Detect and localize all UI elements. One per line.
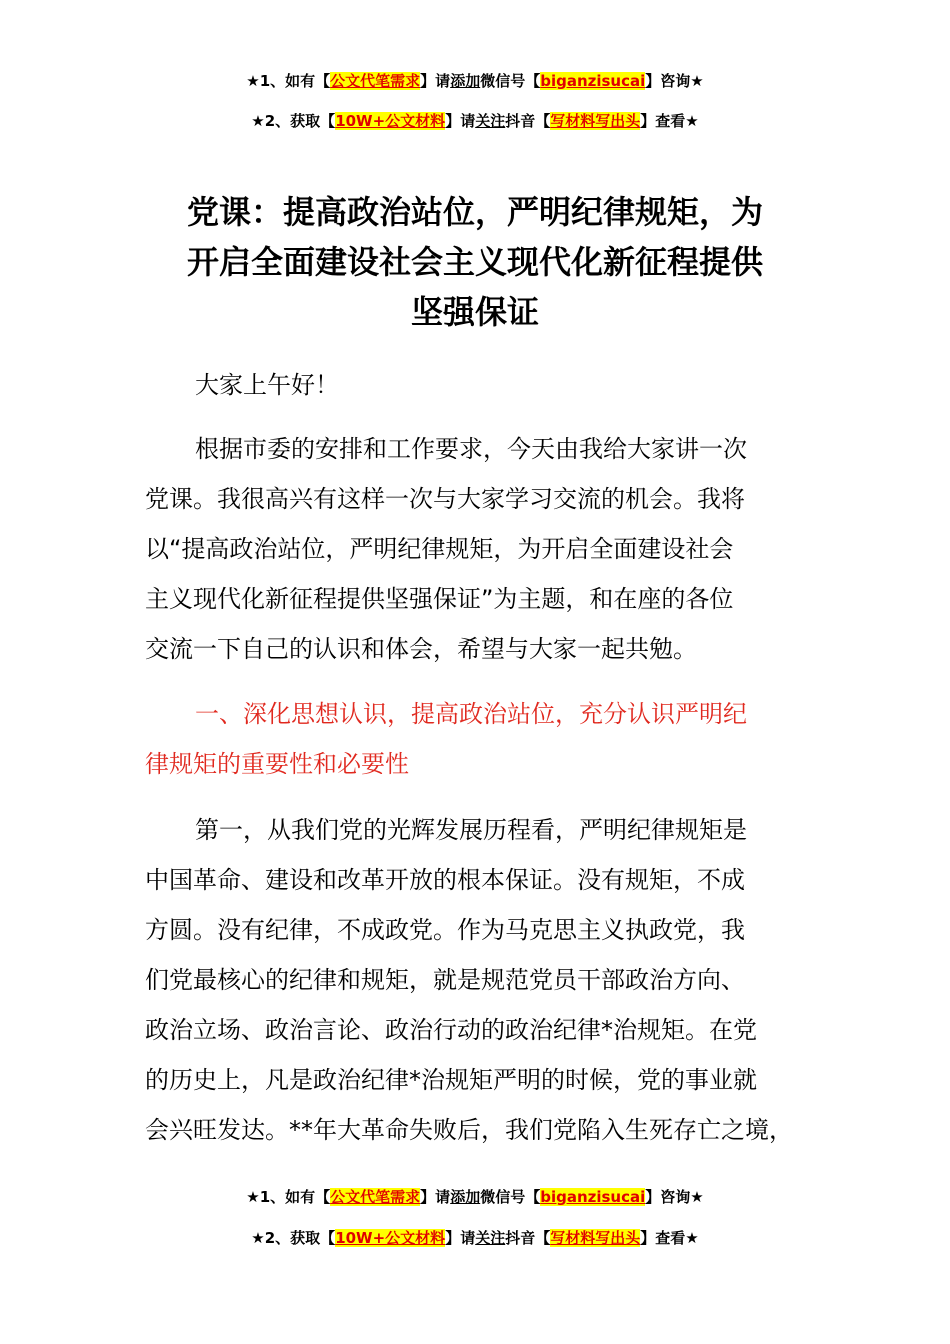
- promo-text: ★1、如有【: [246, 1188, 331, 1206]
- paragraph-line: 们党最核心的纪律和规矩，就是规范党员干部政治方向、: [145, 966, 745, 994]
- promo-text: 】请: [445, 1229, 476, 1247]
- greeting: [145, 360, 825, 410]
- promo-text: 抖音【: [505, 1229, 551, 1247]
- promo-highlight: 10W+公文材料: [335, 112, 446, 130]
- promo-underline: 关注: [475, 1229, 506, 1247]
- promo-text: 微信号【: [480, 72, 541, 90]
- paragraph-line: 中国革命、建设和改革开放的根本保证。没有规矩，不成: [145, 866, 745, 894]
- promo-highlight: biganzisucai: [540, 72, 646, 90]
- paragraph-line: 交流一下自己的认识和体会，希望与大家一起共勉。: [145, 635, 697, 663]
- paragraph-line: 以“提高政治站位，严明纪律规矩，为开启全面建设社会: [145, 535, 734, 563]
- promo-highlight: 写材料写出头: [550, 112, 641, 130]
- promo-underline: 关注: [475, 112, 506, 130]
- paragraph-line: 方圆。没有纪律，不成政党。作为马克思主义执政党，我: [145, 916, 745, 944]
- paragraph-line: 主义现代化新征程提供坚强保证”为主题，和在座的各位: [145, 585, 734, 613]
- title-line: 开启全面建设社会主义现代化新征程提供: [186, 243, 763, 281]
- heading-line: 一、深化思想认识，提高政治站位，充分认识严明纪: [195, 700, 747, 728]
- promo-underline: 添加: [450, 72, 481, 90]
- promo-text: ★2、获取【: [251, 112, 336, 130]
- promo-line-2: [0, 110, 950, 132]
- paragraph-line: 会兴旺发达。**年大革命失败后，我们党陷入生死存亡之境，: [145, 1116, 793, 1144]
- section-heading: [145, 689, 825, 789]
- promo-text: 】请: [445, 112, 476, 130]
- title-line: 党课：提高政治站位，严明纪律规矩，为: [186, 193, 763, 231]
- promo-line-2-footer: [0, 1227, 950, 1249]
- paragraph-line: 党课。我很高兴有这样一次与大家学习交流的机会。我将: [145, 485, 745, 513]
- promo-text: 】查看★: [640, 1229, 699, 1247]
- paragraph-line: 第一，从我们党的光辉发展历程看，严明纪律规矩是: [195, 816, 747, 844]
- promo-text: 】查看★: [640, 112, 699, 130]
- promo-highlight: biganzisucai: [540, 1188, 646, 1206]
- title-line: 坚强保证: [410, 293, 539, 331]
- promo-text: 】请: [420, 72, 451, 90]
- document-title: [145, 187, 805, 337]
- paragraph-first-point: [145, 805, 825, 1155]
- promo-text: 】请: [420, 1188, 451, 1206]
- promo-line-1: [0, 70, 950, 92]
- promo-line-1-footer: [0, 1186, 950, 1208]
- promo-text: 微信号【: [480, 1188, 541, 1206]
- promo-text: ★1、如有【: [246, 72, 331, 90]
- promo-highlight: 公文代笔需求: [330, 72, 421, 90]
- promo-highlight: 10W+公文材料: [335, 1229, 446, 1247]
- paragraph-intro: [145, 424, 825, 674]
- promo-text: ★2、获取【: [251, 1229, 336, 1247]
- greeting-text: 大家上午好！: [195, 371, 339, 399]
- paragraph-line: 根据市委的安排和工作要求，今天由我给大家讲一次: [195, 435, 747, 463]
- promo-highlight: 公文代笔需求: [330, 1188, 421, 1206]
- promo-text: 】咨询★: [645, 1188, 704, 1206]
- paragraph-line: 的历史上，凡是政治纪律*治规矩严明的时候，党的事业就: [145, 1066, 757, 1094]
- promo-text: 抖音【: [505, 112, 551, 130]
- promo-underline: 添加: [450, 1188, 481, 1206]
- paragraph-line: 政治立场、政治言论、政治行动的政治纪律*治规矩。在党: [145, 1016, 757, 1044]
- promo-text: 】咨询★: [645, 72, 704, 90]
- heading-line: 律规矩的重要性和必要性: [145, 750, 409, 778]
- promo-highlight: 写材料写出头: [550, 1229, 641, 1247]
